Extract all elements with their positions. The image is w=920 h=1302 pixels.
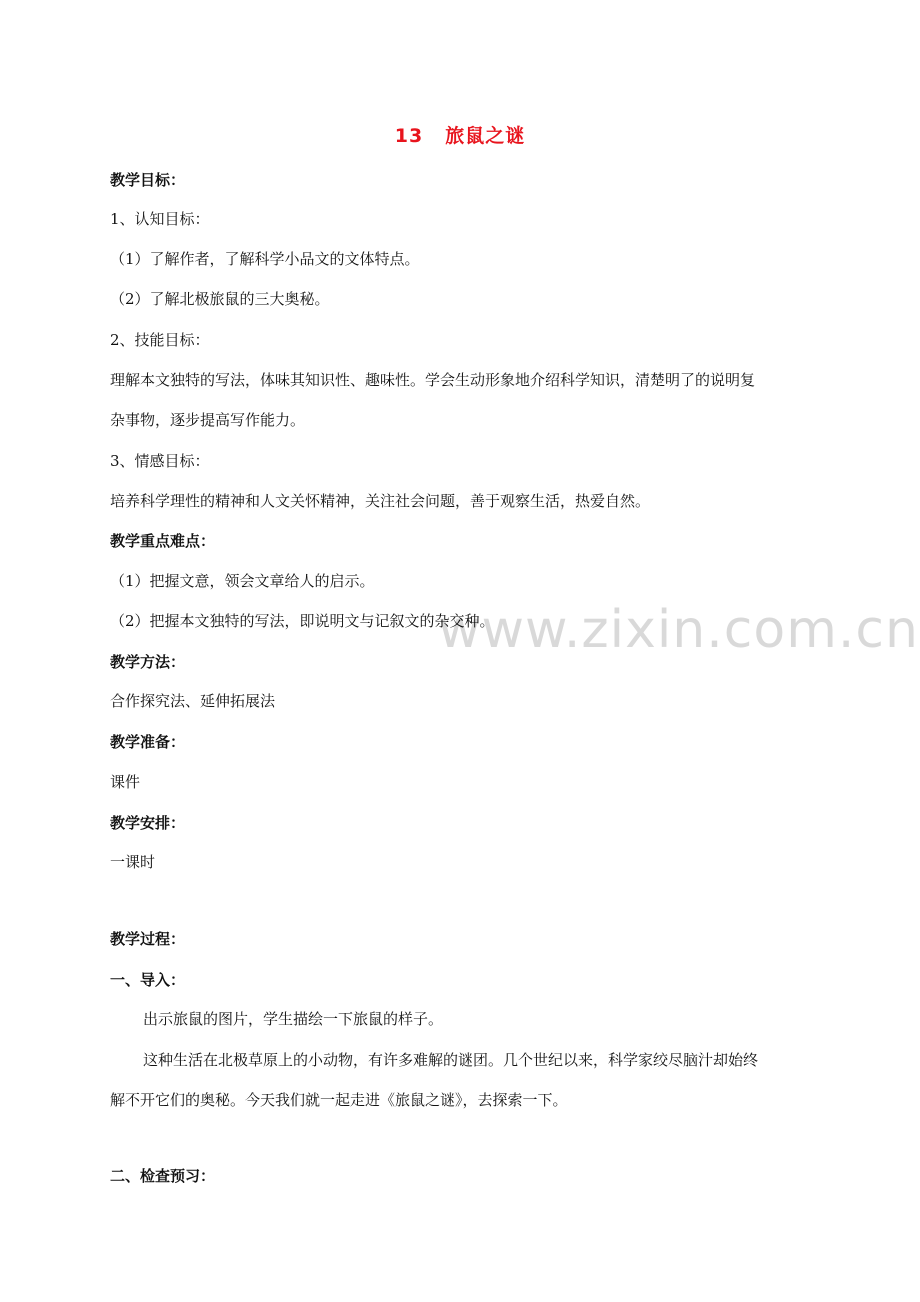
document-title bbox=[0, 121, 920, 148]
cognitive-item-2: （2）了解北极旅鼠的三大奥秘。 bbox=[110, 290, 330, 308]
objectives-heading: 教学目标： bbox=[110, 171, 186, 189]
process-heading: 教学过程： bbox=[110, 930, 186, 948]
keypoints-item-2: （2）把握本文独特的写法，即说明文与记叙文的杂交种。 bbox=[110, 612, 495, 630]
cognitive-heading: 1、认知目标： bbox=[110, 210, 210, 228]
skill-text-1: 理解本文独特的写法，体味其知识性、趣味性。学会生动形象地介绍科学知识，清楚明了的说明复 bbox=[110, 371, 756, 389]
intro-paragraph-2: 这种生活在北极草原上的小动物，有许多难解的谜团。几个世纪以来，科学家绞尽脑汁却始终 bbox=[143, 1051, 759, 1069]
watermark: www.zixin.com.cn bbox=[438, 600, 919, 660]
emotion-heading: 3、情感目标： bbox=[110, 452, 210, 470]
schedule-heading: 教学安排： bbox=[110, 814, 186, 832]
prep-text: 课件 bbox=[110, 773, 141, 791]
skill-text-2: 杂事物，逐步提高写作能力。 bbox=[110, 411, 306, 429]
keypoints-item-1: （1）把握文意，领会文章给人的启示。 bbox=[110, 572, 375, 590]
intro-heading: 一、导入： bbox=[110, 971, 186, 989]
preview-heading: 二、检查预习： bbox=[110, 1167, 216, 1185]
method-heading: 教学方法： bbox=[110, 653, 186, 671]
cognitive-item-1: （1）了解作者，了解科学小品文的文体特点。 bbox=[110, 250, 420, 268]
method-text: 合作探究法、延伸拓展法 bbox=[110, 692, 276, 710]
intro-paragraph-1: 出示旅鼠的图片，学生描绘一下旅鼠的样子。 bbox=[143, 1010, 444, 1028]
schedule-text: 一课时 bbox=[110, 853, 156, 871]
emotion-text: 培养科学理性的精神和人文关怀精神，关注社会问题，善于观察生活，热爱自然。 bbox=[110, 492, 651, 510]
lesson-number: 13 bbox=[394, 125, 424, 147]
skill-heading: 2、技能目标： bbox=[110, 331, 210, 349]
lesson-title: 旅鼠之谜 bbox=[445, 125, 526, 147]
keypoints-heading: 教学重点难点： bbox=[110, 532, 216, 550]
intro-paragraph-2-cont: 解不开它们的奥秘。今天我们就一起走进《旅鼠之谜》，去探索一下。 bbox=[110, 1091, 568, 1109]
prep-heading: 教学准备： bbox=[110, 733, 186, 751]
